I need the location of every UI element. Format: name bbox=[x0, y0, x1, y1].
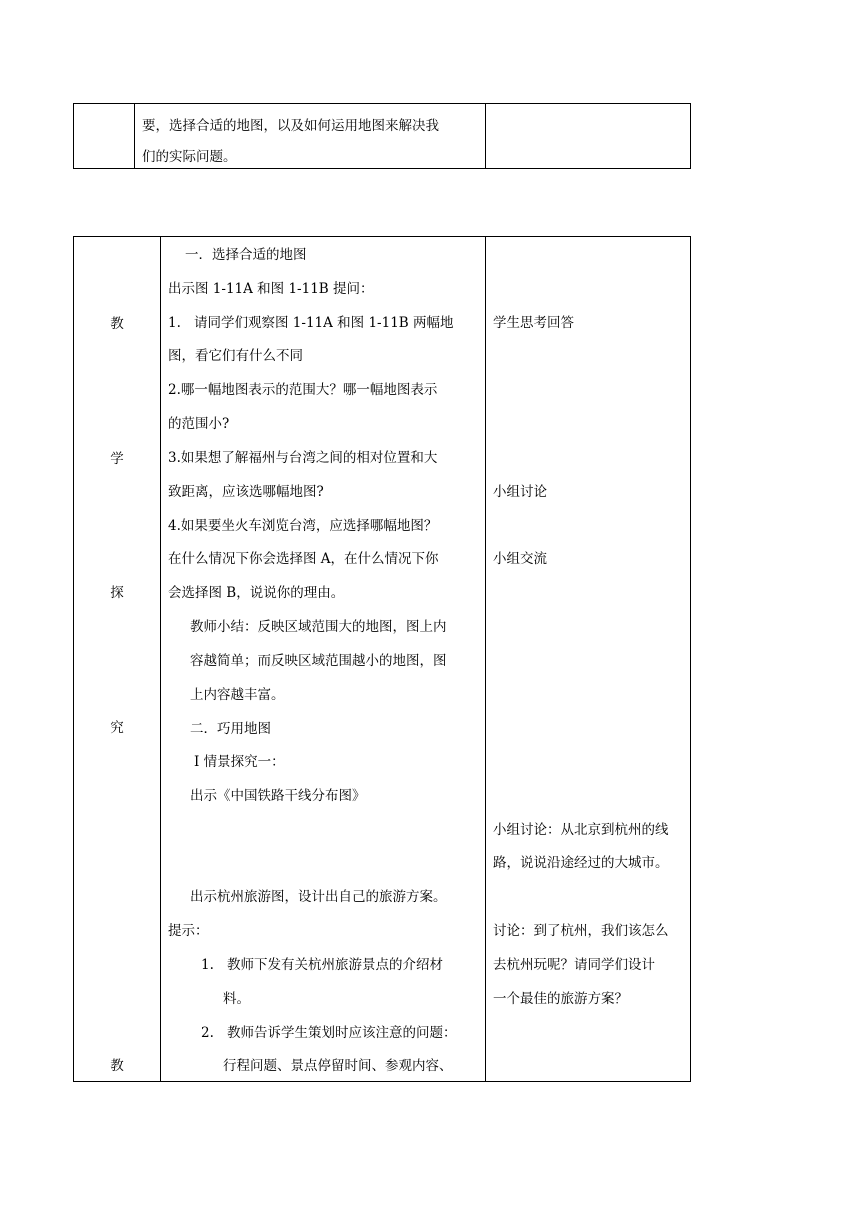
list-item-text: 教师告诉学生策划时应该注意的问题： bbox=[227, 1025, 457, 1041]
top-table-text-line: 要，选择合适的地图，以及如何运用地图来解决我 bbox=[142, 118, 439, 134]
question-number: 1. bbox=[168, 315, 181, 331]
main-table bbox=[73, 236, 691, 1082]
student-activity: 讨论：到了杭州，我们该怎么 bbox=[493, 923, 669, 939]
list-number: 2. bbox=[201, 1025, 214, 1041]
top-table-divider-1 bbox=[134, 104, 135, 168]
question-text: 的范围小? bbox=[168, 416, 230, 432]
teacher-summary: 容越简单；而反映区域范围越小的地图，图 bbox=[190, 653, 447, 669]
main-table-divider-2 bbox=[485, 237, 486, 1081]
list-item-text: 教师下发有关杭州旅游景点的介绍材 bbox=[227, 957, 443, 973]
question-text: 在什么情况下你会选择图 A，在什么情况下你 bbox=[168, 551, 439, 567]
student-activity: 一个最佳的旅游方案？ bbox=[493, 991, 628, 1007]
list-item-text: 行程问题、景点停留时间、参观内容、 bbox=[223, 1058, 453, 1074]
top-table-text-line: 们的实际问题。 bbox=[142, 149, 237, 165]
intro-text: 出示图 1-11A 和图 1-11B 提问： bbox=[168, 281, 374, 297]
student-activity: 小组交流 bbox=[493, 551, 547, 567]
side-char: 学 bbox=[110, 451, 124, 467]
teacher-summary: 教师小结：反映区域范围大的地图，图上内 bbox=[190, 619, 447, 635]
teacher-summary: 上内容越丰富。 bbox=[190, 687, 285, 703]
top-table bbox=[73, 103, 691, 169]
side-char: 究 bbox=[110, 720, 124, 736]
list-item-text: 料。 bbox=[223, 991, 250, 1007]
side-char: 探 bbox=[110, 585, 124, 601]
student-activity: 去杭州玩呢？请同学们设计 bbox=[493, 957, 655, 973]
hint-label: 提示： bbox=[168, 923, 209, 939]
show-map-text: 出示杭州旅游图，设计出自己的旅游方案。 bbox=[190, 889, 447, 905]
side-char: 教 bbox=[110, 316, 124, 332]
show-map-text: 出示《中国铁路干线分布图》 bbox=[190, 788, 366, 804]
question-text: 2.哪一幅地图表示的范围大？哪一幅地图表示 bbox=[168, 382, 438, 398]
section-heading: 一．选择合适的地图 bbox=[185, 247, 307, 263]
question-text: 3.如果想了解福州与台湾之间的相对位置和大 bbox=[168, 450, 438, 466]
question-text: 图，看它们有什么不同 bbox=[168, 348, 303, 364]
student-activity: 学生思考回答 bbox=[493, 315, 574, 331]
scenario-label: I 情景探究一： bbox=[194, 754, 285, 770]
question-text: 会选择图 B，说说你的理由。 bbox=[168, 585, 345, 601]
section-heading: 二．巧用地图 bbox=[190, 721, 271, 737]
question-text: 请同学们观察图 1-11A 和图 1-11B 两幅地 bbox=[194, 315, 454, 331]
student-activity: 路，说说沿途经过的大城市。 bbox=[493, 855, 669, 871]
main-table-divider-1 bbox=[160, 237, 161, 1081]
top-table-divider-2 bbox=[485, 104, 486, 168]
student-activity: 小组讨论 bbox=[493, 484, 547, 500]
question-text: 4.如果要坐火车浏览台湾，应选择哪幅地图？ bbox=[168, 518, 438, 534]
question-text: 致距离，应该选哪幅地图? bbox=[168, 484, 324, 500]
student-activity: 小组讨论：从北京到杭州的线 bbox=[493, 822, 669, 838]
list-number: 1. bbox=[201, 957, 214, 973]
side-char: 教 bbox=[110, 1058, 124, 1074]
